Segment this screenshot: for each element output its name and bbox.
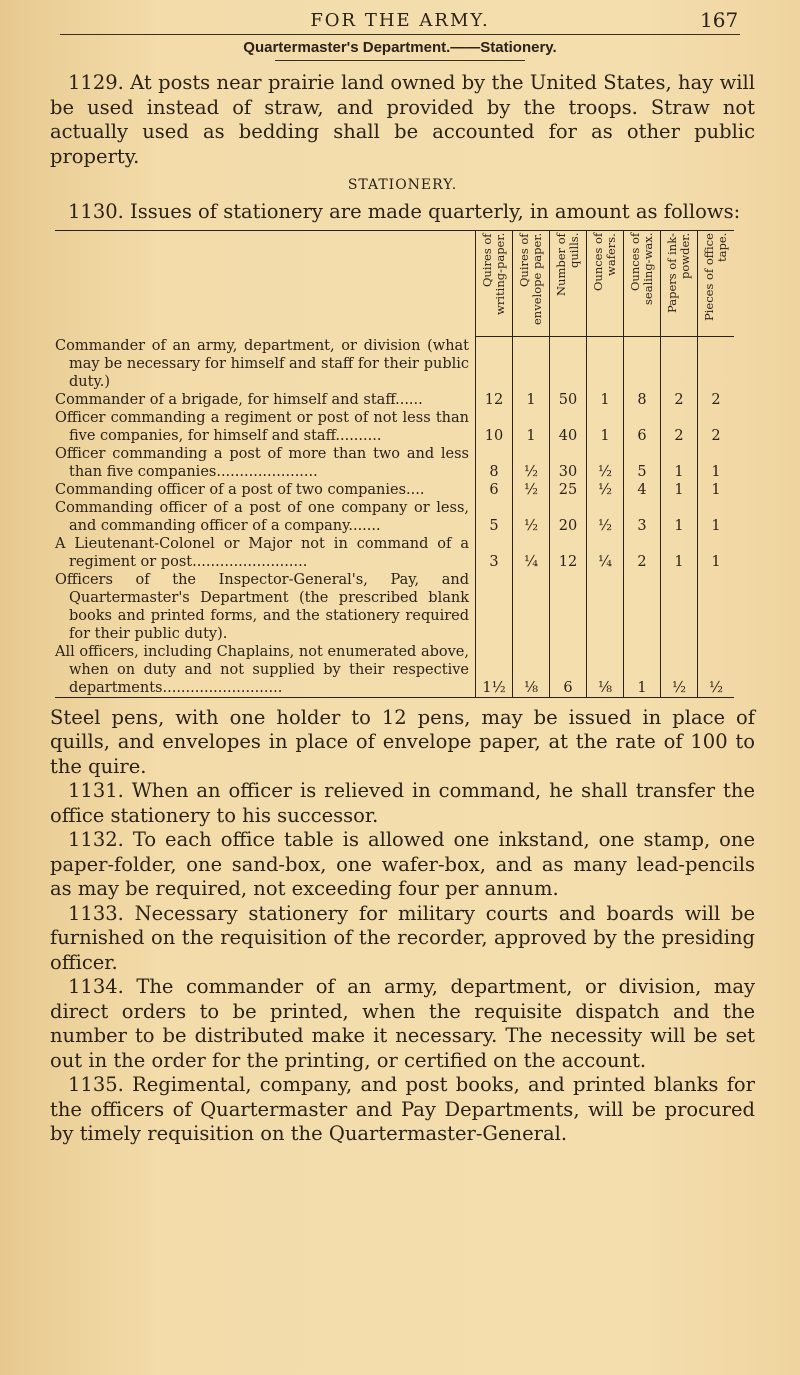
table-cell: 8 xyxy=(476,445,513,481)
table-cell xyxy=(624,337,661,391)
table-cell: ½ xyxy=(698,643,735,698)
page-body xyxy=(0,61,800,1147)
table-row xyxy=(55,643,734,698)
row-label: A Lieutenant-Colonel or Major not in command of a regiment or post......................... xyxy=(55,535,469,570)
table-cell: ½ xyxy=(661,643,698,698)
row-label: Officers of the Inspector-General's, Pay, and Quartermaster's Department (the prescribed blank books and printed forms, and the stationery required for their public duty). xyxy=(55,571,469,642)
paragraph-1135: 1135. Regimental, company, and post books, and printed blanks for the officers of Quartermaster and Pay Departments, will be procured by timely requisition on the Quartermaster-General. xyxy=(50,1073,755,1145)
header-rule xyxy=(60,34,740,35)
table-cell xyxy=(476,337,513,391)
table-cell xyxy=(550,571,587,643)
table-cell: 20 xyxy=(550,499,587,535)
paragraph-1131: 1131. When an officer is relieved in command, he shall transfer the office stationery to his successor. xyxy=(50,779,755,827)
row-label: Commander of a brigade, for himself and staff...... xyxy=(55,391,423,408)
table-cell: ¼ xyxy=(513,535,550,571)
paragraph-1134: 1134. The commander of an army, department, or division, may direct orders to be printed, when the requisite dispatch and the number to be distributed make it necessary. The necessity will be set out in the order for the printing, or certified on the account. xyxy=(50,975,755,1072)
running-head xyxy=(0,0,800,30)
table-cell xyxy=(661,571,698,643)
table-cell: 6 xyxy=(476,481,513,499)
table-cell: 2 xyxy=(661,409,698,445)
table-row xyxy=(55,571,734,643)
paragraph-1129: 1129. At posts near prairie land owned by the United States, hay will be used instead of straw, and provided by the troops. Straw not actually used as bedding shall be accounted for as other public property. xyxy=(50,71,755,168)
table-cell: 1 xyxy=(624,643,661,698)
table-header xyxy=(55,231,734,337)
table-row xyxy=(55,337,734,391)
table-cell xyxy=(513,337,550,391)
table-cell: 6 xyxy=(550,643,587,698)
row-label: Officer commanding a post of more than two and less than five companies...................... xyxy=(55,445,469,480)
table-cell: ½ xyxy=(513,445,550,481)
column-header: Ounces of sealing-wax. xyxy=(624,231,661,337)
table-cell: 1 xyxy=(513,409,550,445)
table-cell: 40 xyxy=(550,409,587,445)
table-cell: 1 xyxy=(698,481,735,499)
table-cell: 1 xyxy=(513,391,550,409)
table-cell: ¼ xyxy=(587,535,624,571)
table-cell: 1 xyxy=(661,535,698,571)
row-label: All officers, including Chaplains, not enumerated above, when on duty and not supplied by their respective departments.......................... xyxy=(55,643,476,698)
row-label: Commanding officer of a post of two companies.... xyxy=(55,481,425,498)
column-header: Quires of writing-paper. xyxy=(476,231,513,337)
column-header: Ounces of wafers. xyxy=(587,231,624,337)
table-cell: 10 xyxy=(476,409,513,445)
column-header: Pieces of office tape. xyxy=(698,231,735,337)
table-cell: 4 xyxy=(624,481,661,499)
table-cell: 6 xyxy=(624,409,661,445)
subheading-stationery: STATIONERY. xyxy=(347,177,458,193)
table-cell xyxy=(587,337,624,391)
table-cell xyxy=(587,571,624,643)
table-cell xyxy=(698,571,735,643)
table-cell: 1 xyxy=(698,499,735,535)
table-row xyxy=(55,391,734,409)
paragraph-1132: 1132. To each office table is allowed one inkstand, one stamp, one paper-folder, one sand-box, one wafer-box, and as many lead-pencils as may be required, not exceeding four per annum. xyxy=(50,828,755,900)
column-header: Papers of ink-powder. xyxy=(661,231,698,337)
table-cell xyxy=(513,571,550,643)
row-label: Commanding officer of a post of one company or less, and commanding officer of a company....... xyxy=(55,499,469,534)
table-cell: 1 xyxy=(661,499,698,535)
table-row xyxy=(55,445,734,481)
table-cell: ½ xyxy=(513,481,550,499)
table-cell: 1 xyxy=(698,445,735,481)
table-cell: 25 xyxy=(550,481,587,499)
row-label: Commander of an army, department, or division (what may be necessary for himself and staff for their public duty.) xyxy=(55,337,469,390)
column-header: Number of quills. xyxy=(550,231,587,337)
table-cell: ½ xyxy=(587,499,624,535)
table-cell: 1 xyxy=(698,535,735,571)
table-cell xyxy=(624,571,661,643)
paragraph-1133: 1133. Necessary stationery for military courts and boards will be furnished on the requisition of the recorder, approved by the presiding officer. xyxy=(50,901,755,974)
table-cell xyxy=(476,571,513,643)
table-cell: ½ xyxy=(587,481,624,499)
stationery-table xyxy=(55,230,734,698)
table-cell: ½ xyxy=(513,499,550,535)
table-cell: 1 xyxy=(661,445,698,481)
column-header: Quires of envelope paper. xyxy=(513,231,550,337)
paragraph-1130: 1130. Issues of stationery are made quarterly, in amount as follows: xyxy=(68,199,741,223)
table-row xyxy=(55,481,734,499)
running-title: FOR THE ARMY. xyxy=(310,10,490,31)
table-cell: 5 xyxy=(624,445,661,481)
section-heading: Quartermaster's Department.——Stationery. xyxy=(243,39,557,56)
table-cell: 1 xyxy=(587,409,624,445)
table-cell: 1½ xyxy=(476,643,513,698)
table-cell xyxy=(661,337,698,391)
table-row xyxy=(55,499,734,535)
table-cell: 1 xyxy=(661,481,698,499)
table-cell: ⅛ xyxy=(587,643,624,698)
table-cell: 3 xyxy=(624,499,661,535)
table-cell: 2 xyxy=(698,391,735,409)
table-cell: 2 xyxy=(661,391,698,409)
table-cell: ⅛ xyxy=(513,643,550,698)
table-row xyxy=(55,409,734,445)
table-cell: 12 xyxy=(476,391,513,409)
page-number: 167 xyxy=(700,8,739,32)
table-row xyxy=(55,535,734,571)
table-cell: 5 xyxy=(476,499,513,535)
table-cell: 12 xyxy=(550,535,587,571)
row-label: Officer commanding a regiment or post of not less than five companies, for himself and staff.......... xyxy=(55,409,469,444)
table-cell xyxy=(550,337,587,391)
paragraph-steel-pens: Steel pens, with one holder to 12 pens, may be issued in place of quills, and envelopes in place of envelope paper, at the rate of 100 to the quire. xyxy=(50,705,755,778)
table-cell xyxy=(698,337,735,391)
table-cell: ½ xyxy=(587,445,624,481)
table-cell: 8 xyxy=(624,391,661,409)
table-cell: 50 xyxy=(550,391,587,409)
table-cell: 1 xyxy=(587,391,624,409)
table-cell: 30 xyxy=(550,445,587,481)
table-cell: 3 xyxy=(476,535,513,571)
label-header xyxy=(55,231,476,337)
table-cell: 2 xyxy=(698,409,735,445)
table-cell: 2 xyxy=(624,535,661,571)
